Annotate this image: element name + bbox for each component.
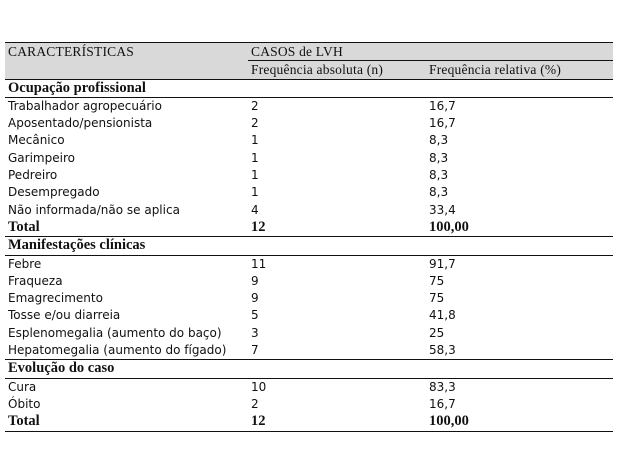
rel-freq-value: 16,7: [429, 116, 456, 131]
rel-freq-value: 16,7: [429, 98, 456, 113]
rel-freq-value: 8,3: [429, 150, 449, 165]
rel-freq-value: 8,3: [429, 133, 449, 148]
abs-freq-value: 10: [251, 379, 267, 394]
rel-freq-value: 8,3: [429, 185, 449, 200]
total-rel-value: 100,00: [426, 413, 613, 431]
total-abs-value: 12: [248, 413, 426, 431]
section-header-row: [5, 237, 613, 255]
row-label: Febre: [8, 256, 42, 271]
row-label: Tosse e/ou diarreia: [8, 308, 121, 323]
table-row: [5, 167, 613, 184]
abs-freq-value: 9: [251, 273, 259, 288]
rel-freq-value: 41,8: [429, 308, 456, 323]
rel-freq-value: 8,3: [429, 168, 449, 183]
table-row: [5, 307, 613, 324]
rel-freq-value: 58,3: [426, 342, 613, 360]
table-row: [5, 184, 613, 201]
row-label: Cura: [8, 379, 37, 394]
total-row: [5, 413, 613, 431]
characteristics-header: CARACTERÍSTICAS: [5, 43, 248, 61]
table-row: [5, 342, 613, 360]
cases-group-header: CASOS de LVH: [248, 43, 613, 61]
row-label: Trabalhador agropecuário: [8, 98, 162, 113]
abs-freq-value: 2: [251, 98, 259, 113]
section-title: Ocupação profissional: [5, 79, 613, 97]
total-label: Total: [5, 219, 248, 237]
rel-freq-value: 91,7: [429, 256, 456, 271]
abs-freq-value: 2: [251, 396, 259, 411]
row-label: Fraqueza: [8, 273, 63, 288]
abs-freq-value: 7: [248, 342, 426, 360]
row-label: Não informada/não se aplica: [8, 202, 180, 217]
row-label: Esplenomegalia (aumento do baço): [8, 325, 222, 340]
header-row-1: [5, 43, 613, 61]
total-label: Total: [5, 413, 248, 431]
header-row-2: [5, 61, 613, 79]
abs-freq-value: 9: [251, 291, 259, 306]
abs-freq-value: 4: [251, 202, 259, 217]
row-label: Pedreiro: [8, 168, 58, 183]
section-title: Evolução do caso: [5, 360, 613, 378]
table-row: [5, 115, 613, 132]
table-row: [5, 378, 613, 396]
row-label: Aposentado/pensionista: [8, 116, 153, 131]
row-label: Hepatomegalia (aumento do fígado): [5, 342, 248, 360]
empty-header-cell: [5, 61, 248, 79]
total-rel-value: 100,00: [426, 219, 613, 237]
row-label: Emagrecimento: [8, 291, 103, 306]
row-label: Desempregado: [8, 185, 100, 200]
abs-freq-value: 11: [251, 256, 267, 271]
rel-freq-value: 33,4: [429, 202, 456, 217]
row-label: Óbito: [8, 396, 41, 411]
rel-freq-value: 25: [429, 325, 445, 340]
section-header-row: [5, 79, 613, 97]
rel-freq-value: 75: [429, 273, 445, 288]
rel-freq-value: 83,3: [429, 379, 456, 394]
abs-freq-value: 2: [251, 116, 259, 131]
table-row: [5, 255, 613, 273]
abs-freq-value: 1: [251, 168, 259, 183]
abs-freq-value: 1: [251, 185, 259, 200]
table-row: [5, 132, 613, 149]
row-label: Garimpeiro: [8, 150, 75, 165]
table-row: [5, 273, 613, 290]
abs-freq-value: 5: [251, 308, 259, 323]
rel-freq-value: 16,7: [429, 396, 456, 411]
lvh-cases-table: [5, 42, 613, 432]
abs-freq-header: Frequência absoluta (n): [248, 61, 426, 79]
rel-freq-value: 75: [429, 291, 445, 306]
rel-freq-header: Frequência relativa (%): [426, 61, 613, 79]
section-header-row: [5, 360, 613, 378]
abs-freq-value: 3: [251, 325, 259, 340]
table-row: [5, 202, 613, 219]
abs-freq-value: 1: [251, 150, 259, 165]
table-row: [5, 396, 613, 413]
section-title: Manifestações clínicas: [5, 237, 613, 255]
table-body: [5, 79, 613, 431]
abs-freq-value: 1: [251, 133, 259, 148]
total-abs-value: 12: [248, 219, 426, 237]
total-row: [5, 219, 613, 237]
table-row: [5, 325, 613, 342]
table-row: [5, 150, 613, 167]
table-row: [5, 290, 613, 307]
table-row: [5, 97, 613, 115]
row-label: Mecânico: [8, 133, 65, 148]
